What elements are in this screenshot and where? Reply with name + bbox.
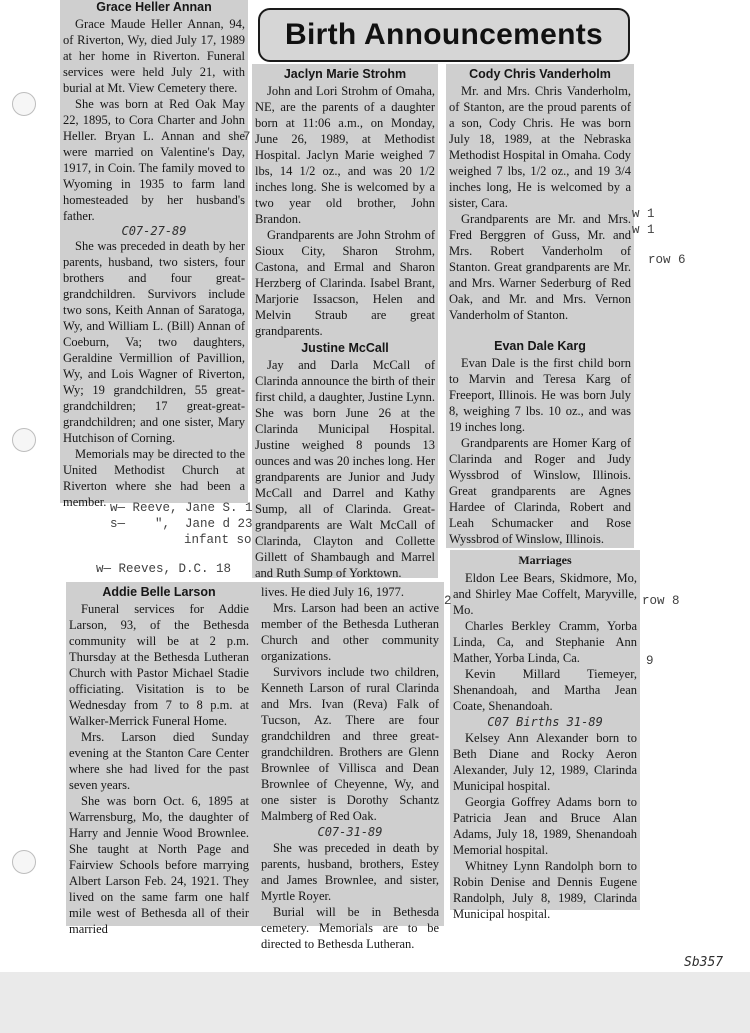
annan-para: Grace Maude Heller Annan, 94, of Riverton, Wy, died July 17, 1989 at her home in Riverton. Funeral services were held July 21, with burial at Mt. View Cemetery there. (63, 17, 245, 95)
larson-clipping (66, 582, 444, 951)
larson-para: Survivors include two children, Kenneth Larson of rural Clarinda and Mrs. Ivan (Reva) Falk of Tucson, Az. There are four grandchildren and three great-grandchildren. Brothers are Glenn Brownlee of Villisca and Dean Brownlee of Cheyenne, Wy, and one sister is Dorothy Schantz Malmberg of Red Oak. (261, 665, 439, 823)
karg-text (446, 355, 634, 547)
strohm-title: Jaclyn Marie Strohm (283, 67, 407, 81)
page-number-handwritten: Sb357 (684, 955, 724, 970)
larson-title: Addie Belle Larson (102, 585, 216, 599)
page-lower-margin (0, 972, 750, 1033)
typed-two: 2 (444, 594, 452, 608)
banner-title: Birth Announcements (285, 18, 603, 51)
typed-line-jane: s— ", Jane d 23 (110, 517, 253, 531)
marriage-entry: Charles Berkley Cramm, Yorba Linda, Ca, and Stephanie Ann Mather, Yorba Linda, Ca. (453, 619, 637, 665)
birth-announcements-banner (258, 8, 630, 62)
birth-entry: Kelsey Ann Alexander born to Beth Diane and Rocky Aeron Alexander, July 12, 1989, Clarinda Municipal hospital. (453, 731, 637, 793)
marriages-births-clipping (450, 550, 640, 921)
typed-line-infant: infant so (184, 533, 252, 547)
punch-hole-top (12, 92, 36, 116)
typed-margin-w1: w 1 (632, 207, 655, 221)
typed-line-reeve: w— Reeve, Jane S. 1 (110, 501, 253, 515)
vanderholm-para: Grandparents are Mr. and Mrs. Fred Berggren of Guss, Mr. and Mrs. Robert Vanderholm of Stanton. Great grandparents are Mr. and Mrs. Warner Sederburg of Red Oak, and Mr. and Mrs. Vernon Vanderholm of Stanton. (449, 212, 631, 322)
larson-para: She was preceded in death by parents, husband, brothers, Estey and James Brownlee, and sister, Myrtle Royer. (261, 841, 439, 903)
vanderholm-text (446, 83, 634, 323)
strohm-para: John and Lori Strohm of Omaha, NE, are the parents of a daughter born at 11:06 a.m., on Monday, June 26, 1989, at Methodist Hospital. Jaclyn Marie weighed 7 lbs, 14 1/2 oz., and was 20 1/2 inches long. She is welcomed by a two year old brother, John Brandon. (255, 84, 435, 226)
mccall-para: Jay and Darla McCall of Clarinda announce the birth of their first child, a daughter, Justine Lynn. She was born June 26 at the Clarinda Municipal Hospital. Justine weighed 8 pounds 13 ounces and was 20 inches long. Her grandparents are Junior and Judy McCall and Darrel and Kathy Sump, all of Clarinda. Great-grandparents are Walt McCall of Clarinda, Clayton and Collette Gillett of Shambaugh and Marrel and Ruth Sump of Yorktown. (255, 358, 435, 580)
strohm-para: Grandparents are John Strohm of Sioux City, Sharon Strohm, Castona, and Ermal and Sharon Herzberg of Clarinda. Isabel Brant, Marjorie Issacson, Helen and Melvin Straub are great grandparents. (255, 228, 435, 338)
vanderholm-para: Mr. and Mrs. Chris Vanderholm, of Stanton, are the proud parents of a son, Cody Chris. He was born July 18, 1989, at the Nebraska Methodist Hospital in Omaha. Cody weighed 7 lbs, 1/2 oz., and 19 3/4 inches long, He is welcomed by a sister, Cara. (449, 84, 631, 210)
annan-text (60, 16, 248, 510)
larson-para: Mrs. Larson had been an active member of the Bethesda Lutheran Church and other community organizations. (261, 601, 439, 663)
typed-row-8: row 8 (642, 594, 680, 608)
larson-column-left (66, 582, 252, 937)
larson-para: She was born Oct. 6, 1895 at Warrensburg, Mo, the daughter of Harry and Jennie Wood Brownlee. She taught at North Page and Fairview Schools before marrying Albert Larson Feb. 24, 1921. They lived on the same farm one half mile west of Bethesda all of their married (69, 794, 249, 936)
larson-para: Burial will be in Bethesda cemetery. Memorials are to be directed to Bethesda Lutheran. (261, 905, 439, 951)
annan-title: Grace Heller Annan (96, 0, 212, 14)
larson-text-right (258, 584, 442, 952)
karg-clipping (446, 336, 634, 548)
larson-para: Funeral services for Addie Larson, 93, of the Bethesda community will be at 2 p.m. Thursday at the Bethesda Lutheran Church with Pastor Michael Stadie officiating. Visitation is to be Wednesday from 7 to 8 p.m. at Walker-Merrick Funeral Home. (69, 602, 249, 728)
birth-entry: Georgia Goffrey Adams born to Patricia Jean and Bruce Alan Adams, July 18, 1989, Shenandoah Memorial hospital. (453, 795, 637, 857)
punch-hole-bottom (12, 850, 36, 874)
mccall-text (252, 357, 438, 581)
annan-para: She was preceded in death by her parents, husband, two sisters, four brothers and four great-grandchildren. Survivors include two sons, Keith Annan of Saratoga, Wy, and William L. (Bill) Annan of Coeburn, Va; two daughters, Geraldine Vermillion of Pavillion, Wy, and Lois Wagner of Riverton, Wy; 19 grandchildren, 55 great-grandchildren; 17 great-great-grandchildren; and one sister, Mary Hutchison of Corning. (63, 239, 245, 445)
typed-margin-w2: w 1 (632, 223, 655, 237)
typed-nine: 9 (646, 654, 654, 668)
marriages-title: Marriages (518, 553, 572, 567)
vanderholm-title: Cody Chris Vanderholm (469, 67, 611, 81)
typed-row-6: row 6 (648, 253, 686, 267)
karg-para: Evan Dale is the first child born to Marvin and Teresa Karg of Freeport, Illinois. He was born July 8, weighing 7 lbs. 10 oz., and was 19 inches long. (449, 356, 631, 434)
annan-para: She was born at Red Oak May 22, 1895, to Cora Charter and John Heller. Bryan L. Annan and she were married on Valentine's Day, 1917, in Coin. The family moved to Wyoming in 1935 to farm land homesteaded by her husband's father. (63, 97, 245, 223)
larson-column-right (258, 584, 442, 952)
larson-text-left (66, 601, 252, 937)
annan-para: Memorials may be directed to the United Methodist Church at Riverton where she had been a member. (63, 447, 245, 509)
karg-para: Grandparents are Homer Karg of Clarinda and Roger and Judy Wyssbrod of Winslow, Illinois. Great grandparents are Agnes Hardee of Clarinda, Robert and Leah Schumacker and Rose Wyssbrod of Winslow, Illinois. (449, 436, 631, 546)
typed-seven: 7 (243, 130, 251, 144)
larson-handwritten-date: C07-31-89 (317, 825, 383, 839)
marriage-entry: Kevin Millard Tiemeyer, Shenandoah, and Martha Jean Coate, Shenandoah. (453, 667, 637, 713)
typed-line-reeves: w— Reeves, D.C. 18 (96, 562, 232, 576)
larson-continued-line: lives. He died July 16, 1977. (261, 585, 405, 599)
strohm-clipping (252, 64, 438, 340)
marriage-entry: Eldon Lee Bears, Skidmore, Mo, and Shirley Mae Coffelt, Maryville, Mo. (453, 571, 637, 617)
punch-hole-middle (12, 428, 36, 452)
vanderholm-clipping (446, 64, 634, 336)
karg-title: Evan Dale Karg (494, 339, 586, 353)
births-handwritten-heading: C07 Births 31-89 (487, 715, 603, 729)
mccall-clipping (252, 338, 438, 578)
birth-entry: Whitney Lynn Randolph born to Robin Denise and Dennis Eugene Randolph, July 8, 1989, Clarinda Municipal hospital. (453, 859, 637, 921)
annan-handwritten-date: C07-27-89 (121, 224, 187, 238)
mccall-title: Justine McCall (301, 341, 389, 355)
larson-para: Mrs. Larson died Sunday evening at the Stanton Care Center where she had lived for the past seven years. (69, 730, 249, 792)
strohm-text (252, 83, 438, 355)
marriages-text (450, 570, 640, 922)
